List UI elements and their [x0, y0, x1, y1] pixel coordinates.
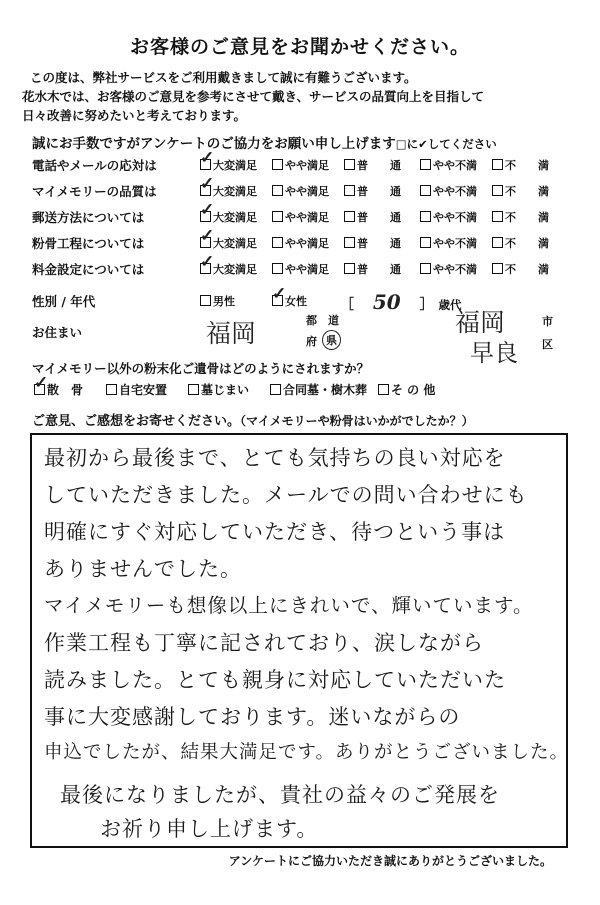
age-field[interactable]: ［ 50 ］ 歳代 — [340, 290, 462, 314]
rating-option[interactable] — [492, 157, 549, 173]
rating-option[interactable] — [492, 209, 549, 225]
address-label: お住まい — [32, 325, 83, 340]
comment-line: 作業工程も丁寧に記されており、涙しながら — [44, 631, 484, 655]
remains-checkbox[interactable] — [188, 384, 199, 395]
check-mark-icon: ✓ — [34, 373, 49, 393]
rating-checkbox[interactable] — [492, 185, 503, 196]
comment-line: 最後になりましたが、貴社の益々のご発展を — [60, 783, 500, 807]
rating-option[interactable] — [420, 157, 477, 173]
rating-option-label: 普 通 — [357, 159, 401, 172]
rating-option-label: やや不満 — [433, 263, 477, 276]
pref-suffix-do: 道 — [328, 314, 339, 327]
rating-option-label: 大変満足 — [213, 211, 257, 224]
rating-option[interactable] — [200, 148, 257, 173]
rating-option-label: 不 満 — [505, 185, 549, 198]
comment-line: お祈り申し上げます。 — [100, 817, 319, 841]
rating-checkbox[interactable] — [492, 211, 503, 222]
rating-option-label: やや満足 — [285, 263, 329, 276]
remains-option-label: 散 骨 — [47, 383, 84, 397]
rating-option-label: やや満足 — [285, 211, 329, 224]
rating-checkbox[interactable] — [344, 263, 355, 274]
rating-option-label: 不 満 — [505, 211, 549, 224]
male-checkbox[interactable] — [200, 295, 211, 306]
remains-option-label: 自宅安置 — [119, 383, 168, 397]
survey-hint: □に✔してください — [395, 137, 497, 151]
check-mark-icon: ✓ — [272, 284, 287, 304]
check-mark-icon: ✓ — [200, 226, 215, 246]
check-mark-icon: ✓ — [200, 200, 215, 220]
comment-line: していただきました。メールでの問い合わせにも — [44, 483, 528, 507]
pref-suffix-fu: 府 — [306, 335, 317, 348]
rating-option[interactable] — [492, 261, 549, 277]
rating-checkbox[interactable] — [200, 252, 215, 274]
rating-option[interactable] — [420, 209, 477, 225]
comment-line: ありませんでした。 — [44, 557, 242, 581]
city-suffix-shi: 市 — [542, 315, 553, 328]
remains-checkbox[interactable] — [378, 384, 389, 395]
rating-checkbox[interactable] — [492, 159, 503, 170]
gender-female-option[interactable]: ✓ 女性 — [272, 284, 307, 308]
rating-checkbox[interactable] — [420, 159, 431, 170]
remains-option-label: 墓じまい — [201, 383, 250, 397]
rating-option[interactable] — [200, 226, 257, 251]
rating-option[interactable] — [344, 157, 401, 173]
page-title: お客様のご意見をお聞かせください。 — [129, 36, 470, 58]
rating-checkbox[interactable] — [344, 237, 355, 248]
rating-option[interactable] — [344, 261, 401, 277]
comment-line: マイメモリーも想像以上にきれいで、輝いています。 — [44, 594, 534, 617]
rating-checkbox[interactable] — [200, 148, 215, 170]
rating-option[interactable] — [420, 235, 477, 251]
rating-option-label: やや満足 — [285, 237, 329, 250]
comment-line: 最初から最後まで、とても気持ちの良い対応を — [44, 446, 506, 470]
rating-option[interactable] — [272, 209, 329, 225]
rating-checkbox[interactable] — [420, 185, 431, 196]
rating-option[interactable] — [200, 174, 257, 199]
rating-checkbox[interactable] — [272, 237, 283, 248]
comment-line: 申込でしたが、結果大満足です。ありがとうございました。 — [44, 742, 570, 763]
rating-option[interactable] — [272, 261, 329, 277]
comment-line: 明確にすぐ対応していただき、待つという事は — [44, 520, 506, 544]
rating-option-label: 普 通 — [357, 263, 401, 276]
female-checkbox[interactable] — [272, 284, 287, 306]
rating-checkbox[interactable] — [200, 226, 215, 248]
rating-checkbox[interactable] — [272, 185, 283, 196]
rating-option[interactable] — [272, 157, 329, 173]
check-mark-icon: ✓ — [200, 148, 215, 168]
remains-option-label: そ の 他 — [391, 383, 436, 397]
rating-checkbox[interactable] — [272, 263, 283, 274]
rating-option-label: 不 満 — [505, 263, 549, 276]
rating-option-label: 大変満足 — [213, 263, 257, 276]
rating-row-label: マイメモリーの品質は — [32, 184, 157, 199]
rating-option-label: やや満足 — [285, 159, 329, 172]
rating-row-label: 郵送方法については — [32, 210, 145, 225]
city-suffix-ku: 区 — [542, 338, 553, 351]
remains-checkbox[interactable] — [106, 384, 117, 395]
rating-option-label: 大変満足 — [213, 159, 257, 172]
rating-option-label: 不 満 — [505, 159, 549, 172]
comment-line: 事に大変感謝しております。迷いながらの — [44, 705, 461, 729]
rating-option[interactable] — [272, 183, 329, 199]
check-mark-icon: ✓ — [200, 174, 215, 194]
footer-thanks: アンケートにご協力いただき誠にありがとうございました。 — [228, 854, 552, 868]
remains-question: マイメモリー以外の粉末化ご遺骨はどのようにされますか？ — [32, 361, 370, 376]
rating-option[interactable] — [492, 235, 549, 251]
rating-checkbox[interactable] — [420, 211, 431, 222]
rating-checkbox[interactable] — [420, 263, 431, 274]
rating-row-label: 料金設定については — [32, 262, 145, 277]
rating-option[interactable] — [420, 261, 477, 277]
rating-option-label: やや不満 — [433, 185, 477, 198]
remains-option[interactable] — [270, 381, 367, 398]
remains-checkbox[interactable] — [270, 384, 281, 395]
intro-line-1: この度は、弊社サービスをご利用戴きまして誠に有難うございます。 — [30, 70, 417, 85]
rating-checkbox[interactable] — [272, 159, 283, 170]
rating-option-label: やや不満 — [433, 211, 477, 224]
rating-option[interactable] — [492, 183, 549, 199]
rating-checkbox[interactable] — [492, 237, 503, 248]
pref-suffix-ken-circled: 県 — [322, 330, 341, 350]
pref-suffix-to: 都 — [306, 314, 317, 327]
comment-line: 読みました。とても親身に対応していただいた — [44, 668, 506, 692]
rating-option[interactable] — [344, 235, 401, 251]
rating-option[interactable] — [344, 183, 401, 199]
remains-option[interactable] — [188, 381, 249, 398]
rating-option[interactable] — [420, 183, 477, 199]
age-value: 50 — [372, 290, 401, 314]
rating-checkbox[interactable] — [200, 174, 215, 196]
rating-option[interactable] — [272, 235, 329, 251]
survey-prompt: 誠にお手数ですがアンケートのご協力をお願い申し上げます□に✔してください — [32, 136, 497, 152]
rating-checkbox[interactable] — [344, 159, 355, 170]
comment-heading: ご意見、ご感想をお寄せください。（マイメモリーや粉骨はいかがでしたか？） — [32, 414, 474, 429]
rating-option-label: やや不満 — [433, 237, 477, 250]
remains-option-label: 合同墓・樹木葬 — [283, 383, 368, 397]
remains-checkbox[interactable] — [34, 373, 49, 395]
city-value: 福岡 — [455, 308, 506, 337]
rating-option-label: 大変満足 — [213, 185, 257, 198]
rating-checkbox[interactable] — [492, 263, 503, 274]
rating-option-label: 普 通 — [357, 185, 401, 198]
remains-option[interactable] — [106, 381, 167, 398]
check-mark-icon: ✓ — [200, 252, 215, 272]
rating-row-label: 電話やメールの応対は — [32, 158, 157, 173]
rating-checkbox[interactable] — [200, 200, 215, 222]
rating-option[interactable] — [344, 209, 401, 225]
remains-option[interactable] — [378, 381, 435, 398]
rating-option-label: 普 通 — [357, 211, 401, 224]
rating-checkbox[interactable] — [344, 211, 355, 222]
rating-option[interactable] — [200, 252, 257, 277]
intro-line-2: 花水木では、お客様のご意見を参考にさせて戴き、サービスの品質向上を目指して — [22, 89, 485, 104]
rating-option-label: やや満足 — [285, 185, 329, 198]
rating-option-label: 大変満足 — [213, 237, 257, 250]
rating-checkbox[interactable] — [272, 211, 283, 222]
prefecture-value: 福岡 — [206, 319, 257, 348]
rating-option-label: 不 満 — [505, 237, 549, 250]
ward-value: 早良 — [470, 339, 518, 367]
rating-option-label: 普 通 — [357, 237, 401, 250]
rating-checkbox[interactable] — [420, 237, 431, 248]
gender-male-option[interactable]: 男性 — [200, 293, 235, 309]
rating-checkbox[interactable] — [344, 185, 355, 196]
rating-row-label: 粉骨工程については — [32, 236, 145, 251]
gender-age-label: 性別 / 年代 — [32, 294, 96, 309]
rating-option-label: やや不満 — [433, 159, 477, 172]
remains-option[interactable] — [34, 373, 84, 398]
rating-option[interactable] — [200, 200, 257, 225]
intro-line-3: 日々改善に努めたいと考えております。 — [22, 108, 247, 123]
